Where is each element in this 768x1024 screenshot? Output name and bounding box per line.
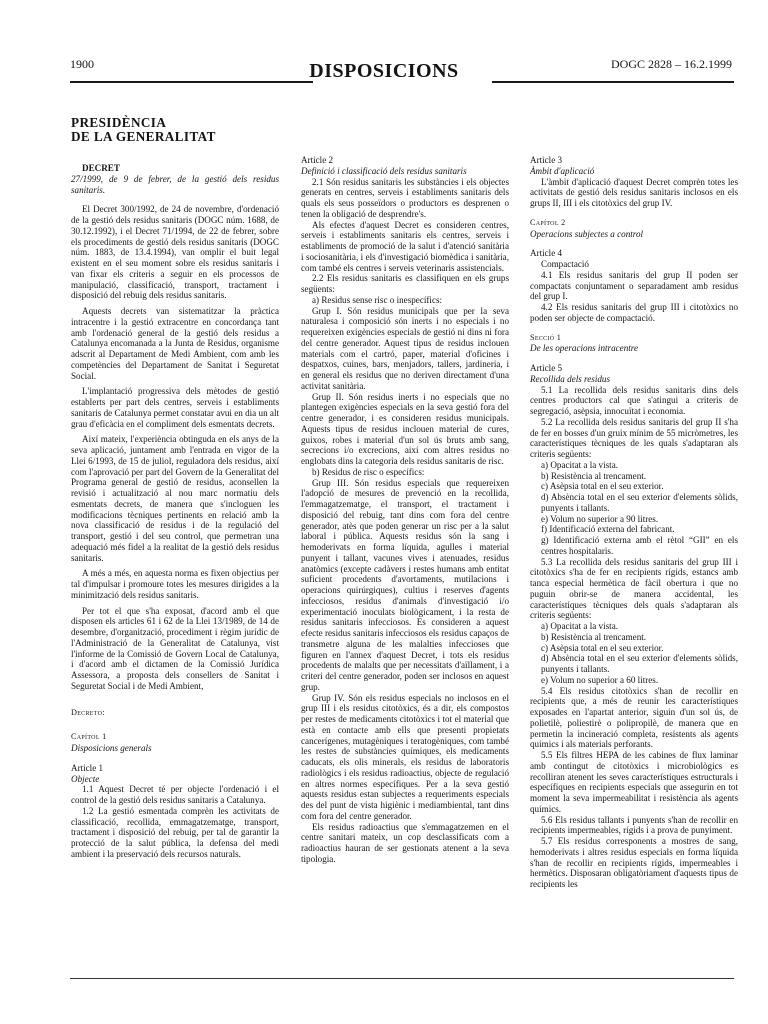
article-clause: L'àmbit d'aplicació d'aquest Decret comprèn totes les activitats de gestió dels residus sanitaris inclosos en els grups II, III i els citotòxics del grup IV. <box>530 176 738 208</box>
list-item: c) Asèpsia total en el seu exterior. <box>541 481 664 492</box>
decreto-label: Decreto: <box>71 707 105 717</box>
group-definition: Grup I. Són residus municipals que per la seva naturalesa i composició són inerts i no especials i no requereixen exigències especials de gestió ni dins ni fora del centre generador. Aquest tipus de residus inclouen materials com el cartró, paper, material d'oficines i despatxos, cuines, bars, menjadors, tallers, jardineria, i en general els residus que no deriven directament d'una activitat sanitària. <box>301 305 509 391</box>
article-clause: 5.5 Els filtres HEPA de les cabines de flux laminar amb contingut de citotòxics i microbiològics es recolliran atenent les seves característiques estructurals i específiques en recipients especials que assegurin en tot moment la seva impermeabilitat i resistència als agents químics. <box>530 750 738 814</box>
group-definition: Grup III. Són residus especials que requereixen l'adopció de mesures de prevenció en la recollida, l'emmagatzematge, el transport, el tractament i disposició del rebuig, tant dins com fora del centre generador, atès que poden generar un risc per a la salut laboral i pública. Aquests residus són la sang i hemoderivats en forma líquida, agulles i material punyent i tallant, vacunes vives i atenuades, residus anatòmics (excepte cadàvers i restes humans amb entitat suficient procedents d'avortaments, mutilacions i operacions quirúrgiques), cultius i reserves d'agents infecciosos, residus d'animals d'investigació i/o experimentació inoculats biològicament, i la resta de residus sanitaris infecciosos. Es consideren a aquest efecte residus sanitaris infecciosos els residus capaços de transmetre alguna de les malalties infeccioses que figuren en l'annex d'aquest Decret, i tots els residus procedents de malalts que per necessitats d'aïllament, i a criteri del centre generador, poden ser inclosos en aquest grup. <box>301 477 509 692</box>
article-title: Objecte <box>71 773 100 784</box>
column-3 <box>530 155 738 890</box>
article-clause: b) Residus de risc o específics: <box>312 466 425 477</box>
issue-info: DOGC 2828 – 16.2.1999 <box>610 57 732 71</box>
article-clause: Els residus radioactius que s'emmagatzemen en el centre sanitari mateix, un cop desclassificats com a radioactius hauran de ser gestionats atenent a la seva tipologia. <box>301 821 509 864</box>
article-title: Definició i classificació dels residus sanitaris <box>301 165 467 176</box>
section-heading: De les operacions intracentre <box>530 343 639 354</box>
paragraph: Per tot el que s'ha exposat, d'acord amb el que disposen els articles 61 i 62 de la Llei 13/1989, de 14 de desembre, d'organització, procediment i règim jurídic de l'Administració de la Generalitat de Catalunya, vist l'informe de la Comissió de Govern Local de Catalunya, i d'acord amb el dictamen de la Comissió Jurídica Assessora, a proposta dels consellers de Sanitat i Seguretat Social i de Medi Ambient, <box>71 605 279 691</box>
section-title: DISPOSICIONS <box>309 60 459 82</box>
article-clause: a) Residus sense risc o inespecífics: <box>312 294 443 305</box>
paragraph: Aquests decrets van sistematitzar la pràctica intracentre i la gestió extracentre en concordança tant amb l'ordenació general de la gestió dels residus a Catalunya encomanada a la Junta de Residus, organisme adscrit al Departament de Medi Ambient, com amb les competències del Departament de Sanitat i Seguretat Social. <box>71 306 279 381</box>
list-item: f) Identificació externa del fabricant. <box>541 524 675 535</box>
institution-line-2: DE LA GENERALITAT <box>71 129 216 144</box>
decree-label: DECRET <box>82 163 120 173</box>
chapter-number: Capítol 1 <box>71 732 107 742</box>
list-item: g) Identificació externa amb el rètol “GII” en els centres hospitalaris. <box>541 535 738 556</box>
header-rule-right <box>492 81 734 83</box>
article-clause: 5.1 La recollida dels residus sanitaris dins dels centres productors cal que s'atingui a criteris de segregació, asèpsia, innocuïtat i economia. <box>530 384 738 416</box>
article-clause: 5.3 La recollida dels residus sanitaris del grup III i citotòxics s'ha de fer en recipients rígids, estancs amb tanca especial hermètica de fàcil obertura i que no puguin obrir-se de manera accidental, les característiques tècniques dels quals s'adaptaran als criteris següents: <box>530 556 738 621</box>
article-heading: Article 2 <box>301 155 334 165</box>
list-item: b) Resistència al trencament. <box>541 631 647 642</box>
article-heading: Article 3 <box>530 155 563 165</box>
article-clause: 5.7 Els residus corresponents a mostres de sang, hemoderivats i altres residus especials en forma líquida s'han de recollir en recipients rígids, impermeables i hermètics. Disposaran obligatòriament d'aquests tipus de recipients les <box>530 836 738 889</box>
article-clause: 4.1 Els residus sanitaris del grup II poden ser compactats conjuntament o separadament amb residus del grup I. <box>530 269 738 302</box>
paragraph: El Decret 300/1992, de 24 de novembre, d'ordenació de la gestió dels residus sanitaris (DOGC núm. 1688, de 30.12.1992), i el Decret 71/1994, de 22 de febrer, sobre els procediments de gestió dels residus sanitaris (DOGC núm. 1883, de 13.4.1994), van omplir el buit legal existent en el seu moment sobre els residus sanitaris i van fixar els criteris a seguir en els processos de manipulació, classificació, transport, tractament i disposició del rebuig dels residus sanitaris. <box>71 204 279 301</box>
paragraph: L'implantació progressiva dels mètodes de gestió establerts per part dels centres, serveis i establiments sanitaris de Catalunya permet constatar avui en dia un alt grau d'eficàcia en el compliment dels esmentats decrets. <box>71 386 279 429</box>
article-clause: 4.2 Els residus sanitaris del grup III i citotòxics no poden ser objecte de compactació. <box>530 302 738 323</box>
article-clause: 1.1 Aquest Decret té per objecte l'ordenació i el control de la gestió dels residus sanitaris a Catalunya. <box>71 784 279 805</box>
page-number: 1900 <box>70 57 94 71</box>
article-heading: Article 4 <box>530 248 563 259</box>
article-title: Compactació <box>541 259 589 269</box>
list-item: c) Asèpsia total en el seu exterior. <box>541 642 664 653</box>
chapter-title: Operacions subjectes a control <box>530 228 644 239</box>
list-item: a) Opacitat a la vista. <box>541 621 619 631</box>
institution-heading <box>71 116 279 144</box>
decree-subtitle: 27/1999, de 9 de febrer, de la gestió dels residus sanitaris. <box>71 173 279 195</box>
list-item: d) Absència total en el seu exterior d'elements sòlids, punyents i tallants. <box>541 492 738 513</box>
article-title: Recollida dels residus <box>530 373 610 384</box>
group-definition: Grup II. Són residus inerts i no especials que no plantegen exigències especials en la seva gestió fora del centre generador, i es consideren residus municipals. Aquests tipus de residus inclouen material de cures, guixos, robes i material d'un sol ús bruts amb sang, secrecions i/o excrecions, així com altres residus no englobats dins la categoria dels residus sanitaris de risc. <box>301 391 509 466</box>
paragraph: A més a més, en aquesta norma es fixen objectius per tal d'impulsar i promoure totes les mesures dirigides a la minimització dels residus sanitaris. <box>71 568 279 600</box>
article-clause: 5.4 Els residus citotòxics s'han de recollir en recipients que, a més de reunir les característiques exposades en l'apartat anterior, siguin d'un sol ús, de polietilè, poliestirè o polipropilè, de manera que en permetin la incineració completa, resistents als agents químics i als materials perforants. <box>530 685 738 750</box>
header-rule-left <box>70 81 313 83</box>
article-clause: 5.6 Els residus tallants i punyents s'han de recollir en recipients impermeables, rígids i a prova de punyiment. <box>530 814 738 836</box>
article-heading: Article 1 <box>71 762 104 773</box>
article-clause: Als efectes d'aquest Decret es consideren centres, serveis i establiments sanitaris els centres, serveis i establiments de promoció de la salut i d'atenció sanitària i sociosanitària, i els d'investigació biomèdica i sanitària, com també els centres i serveis veterinaris assistencials. <box>301 219 509 273</box>
article-clause: 2.2 Els residus sanitaris es classifiquen en els grups següents: <box>301 273 509 294</box>
column-2 <box>301 155 509 865</box>
column-1 <box>71 116 279 860</box>
list-item: d) Absència total en el seu exterior d'elements sòlids, punyents i tallants. <box>541 653 738 674</box>
footer-rule <box>70 978 734 979</box>
list-item: e) Volum no superior a 60 litres. <box>541 674 659 685</box>
list-item: e) Volum no superior a 90 litres. <box>541 513 659 524</box>
article-clause: 5.2 La recollida dels residus sanitaris del grup II s'ha de fer en bosses d'un gruix mínim de 55 micròmetres, les característiques tècniques de les quals s'adaptaran als criteris següents: <box>530 416 738 459</box>
paragraph: Així mateix, l'experiència obtinguda en els anys de la seva aplicació, juntament amb l'entrada en vigor de la Llei 6/1993, de 15 de juliol, reguladora dels residus, així com l'aprovació per part del Govern de la Generalitat del Programa general de gestió de residus, aconsellen la revisió i actualització al nou marc normatiu dels esmentats decrets, de manera que s'incloguen les modificacions tècniques pertinents en relació amb la nova classificació de residus i de la regulació del transport, gestió i del seu control, que permetran una adequació més fidel a la realitat de la gestió dels residus sanitaris. <box>71 434 279 563</box>
institution-line-1: PRESIDÈNCIA <box>71 115 167 130</box>
chapter-title: Disposicions generals <box>71 743 152 753</box>
article-clause: 2.1 Són residus sanitaris les substàncies i els objectes generats en centres, serveis i establiments sanitaris dels quals els seus posseïdors o productors es desprenen o tenen la obligació de desprendre's. <box>301 176 509 219</box>
list-item: b) Resistència al trencament. <box>541 470 647 481</box>
article-clause: 1.2 La gestió esmentada comprèn les activitats de classificació, recollida, emmagatzematge, transport, tractament i disposició del rebuig, per tal de garantir la protecció de la salut pública, la defensa del medi ambient i la preservació dels recursos naturals. <box>71 805 279 859</box>
group-definition: Grup IV. Són els residus especials no inclosos en el grup III i els residus citotòxics, és a dir, els compostos per restes de medicaments citotòxics i tot el material que està en contacte amb ells que presenti propietats cancerígenes, mutagèniques i teratogèniques, com també les restes de substàncies químiques, els medicaments caducats, els olis minerals, els residus de laboratoris radiològics i els residus radioactius, objecte de regulació en altres normes específiques. Per a la seva gestió aquests residus estan subjectes a requeriments especials des del punt de vista higiènic i mediambiental, tant dins com fora del centre generador. <box>301 692 509 821</box>
chapter-number: Capítol 2 <box>530 217 566 227</box>
section-number: Secció 1 <box>530 332 562 342</box>
article-title: Àmbit d'aplicació <box>530 165 595 176</box>
list-item: a) Opacitat a la vista. <box>541 459 619 470</box>
article-heading: Article 5 <box>530 363 563 373</box>
